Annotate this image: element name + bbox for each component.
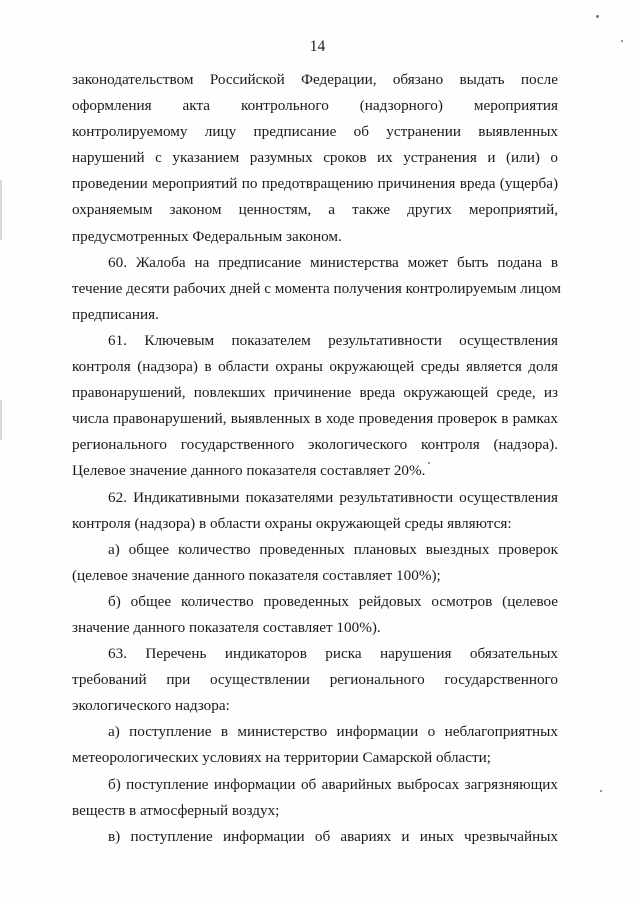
text-line: течение десяти рабочих дней с момента получения контролируемым лицом xyxy=(72,279,561,297)
text-line: законодательством Российской Федерации, обязано выдать после xyxy=(72,71,558,88)
scan-speck xyxy=(600,790,602,792)
paragraph-59-continuation xyxy=(72,67,558,250)
paragraph-63 xyxy=(72,641,558,719)
text-line: 60. Жалоба на предписание министерства может быть подана в xyxy=(108,253,558,271)
text-line: а) общее количество проведенных плановых выездных проверок xyxy=(108,540,558,558)
paragraph-63-a xyxy=(72,719,558,771)
text-line: б) поступление информации об аварийных выбросах загрязняющих xyxy=(108,775,558,793)
text-line: 63. Перечень индикаторов риска нарушения обязательных xyxy=(108,645,558,663)
text-line: числа правонарушений, выявленных в ходе проведения проверок в рамках xyxy=(72,410,558,428)
text-line: проведении мероприятий по предотвращению причинения вреда (ущерба) xyxy=(72,175,558,193)
text-line: предусмотренных Федеральным законом. xyxy=(72,227,342,245)
text-line: регионального государственного экологического контроля (надзора). xyxy=(72,436,558,454)
text-line: требований при осуществлении регионального государственного xyxy=(72,671,558,689)
text-line: Целевое значение данного показателя составляет 20%. xyxy=(72,462,426,480)
scan-speck xyxy=(596,15,599,18)
text-line: значение данного показателя составляет 100%). xyxy=(72,618,381,636)
paragraph-62 xyxy=(72,485,558,537)
text-line: контролируемому лицу предписание об устранении выявленных xyxy=(72,123,558,141)
paragraph-62-a xyxy=(72,537,558,589)
text-line: охраняемым законом ценностям, а также других мероприятий, xyxy=(72,201,558,219)
paragraph-61 xyxy=(72,328,558,485)
text-line: правонарушений, повлекших причинение вреда окружающей среде, из xyxy=(72,384,558,402)
scan-speck xyxy=(621,40,623,42)
text-line: 62. Индикативными показателями результативности осуществления xyxy=(108,488,558,506)
scan-edge-shadow xyxy=(0,400,2,440)
paragraph-62-b xyxy=(72,589,558,641)
paragraph-63-v xyxy=(72,824,558,850)
document-body xyxy=(72,67,561,850)
text-line: б) общее количество проведенных рейдовых осмотров (целевое xyxy=(108,592,558,610)
text-line: контроля (надзора) в области охраны окружающей среды являются: xyxy=(72,514,512,532)
text-line: а) поступление в министерство информации о неблагоприятных xyxy=(108,723,558,741)
text-line: предписания. xyxy=(72,305,159,323)
text-line: веществ в атмосферный воздух; xyxy=(72,801,280,819)
text-line: контроля (надзора) в области охраны окружающей среды является доля xyxy=(72,358,558,376)
text-line: (целевое значение данного показателя составляет 100%); xyxy=(72,566,441,584)
text-line: экологического надзора: xyxy=(72,697,230,715)
paragraph-60 xyxy=(72,250,561,328)
text-line: 61. Ключевым показателем результативности осуществления xyxy=(108,331,558,349)
paragraph-63-b xyxy=(72,772,558,824)
text-line: метеорологических условиях на территории Самарской области; xyxy=(72,749,492,767)
scan-edge-shadow xyxy=(0,180,2,240)
scan-speck xyxy=(428,462,430,464)
text-line: в) поступление информации об авариях и иных чрезвычайных xyxy=(108,827,558,845)
text-line: нарушений с указанием разумных сроков их устранения и (или) о xyxy=(72,149,558,167)
page-number: 14 xyxy=(309,38,326,55)
text-line: оформления акта контрольного (надзорного) мероприятия xyxy=(72,97,558,115)
